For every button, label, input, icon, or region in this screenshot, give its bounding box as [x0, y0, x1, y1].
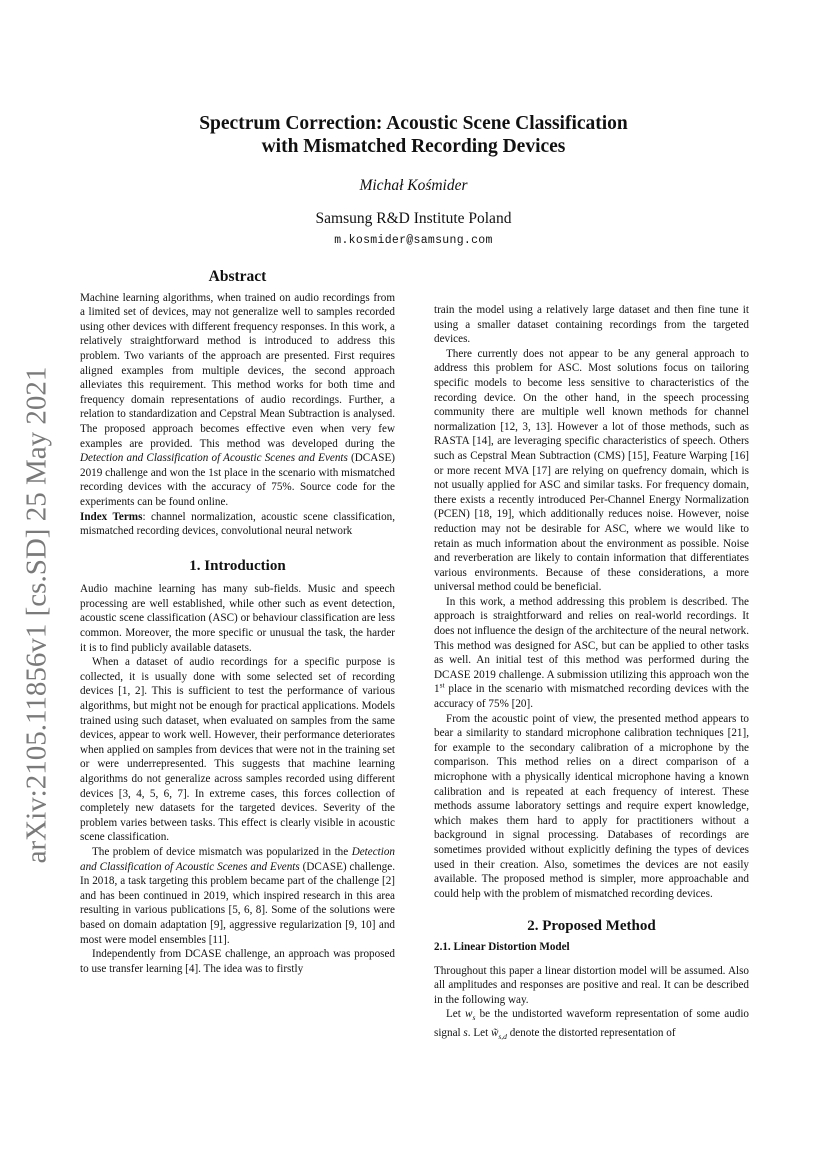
- right-paragraph-3: In this work, a method addressing this problem is described. The approach is straightforward and relies on real-world recordings. It does not influence the design of the architecture of the neural network. This method was designed for ASC, but can be applied to other tasks as well. An initial test of this method was performed during the DCASE 2019 challenge. A submission utilizing this approach won the 1st place in the scenario with mismatched recording devices with the accuracy of 75% [20].: [434, 595, 749, 711]
- paper-title: [0, 112, 827, 158]
- intro-paragraph-1: Audio machine learning has many sub-fields. Music and speech processing are well established, while other such as event detection, acoustic scene classification (ASC) or behaviour classification are less common. Moreover, the more specific or unusual the task, the harder it is to find publicly available datasets.: [80, 583, 395, 654]
- index-terms: Index Terms: channel normalization, acoustic scene classification, mismatched recording devices, convolutional neural network: [80, 510, 395, 538]
- abstract-text: Machine learning algorithms, when trained on audio recordings from a limited set of devices, may not generalize well to samples recorded using other devices with different frequency responses. In this work, a relatively straightforward method is introduced to address this problem. Two variants of the approach are presented. First requires aligned examples from multiple devices, the second approach alleviates this requirement. This method works for both time and frequency domain representations of audio recordings. Further, a relation to standardization and Cepstral Mean Subtraction is analysed. The proposed approach becomes effective even when very few examples are provided. This method was developed during the Detection and Classification of Acoustic Scenes and Events (DCASE) 2019 challenge and won the 1st place in the scenario with mismatched recording devices with the accuracy of 75%. Source code for the experiments can be found online.: [80, 291, 395, 508]
- author-email: m.kosmider@samsung.com: [334, 234, 493, 247]
- intro-paragraph-4: Independently from DCASE challenge, an approach was proposed to use transfer learning [4]. The idea was to firstly: [80, 948, 395, 975]
- institution: Samsung R&D Institute Poland: [315, 210, 512, 227]
- left-column: [80, 270, 395, 976]
- author-name: Michał Kośmider: [359, 177, 468, 194]
- right-column: [434, 303, 749, 1045]
- intro-heading: 1. Introduction: [189, 557, 286, 574]
- right-paragraph-4: From the acoustic point of view, the presented method appears to bear a similarity to standard microphone calibration techniques [21], for example to the secondary calibration of a microphone by the comparison. This method relies on a direct comparison of a microphone with a physically identical microphone having a known calibration and is repeated at each frequency of interest. These methods assume laboratory settings and require expert knowledge, which makes them hard to apply for practitioners without a background in signal processing. Databases of recordings are sometimes provided without explicitly defining the types of devices used in their creation. Also, sometimes the devices are not easily available. The proposed method is simpler, more approachable and could help with the problem of mismatched recording devices.: [434, 712, 749, 900]
- right-paragraph-6: Let $w_s$ be the undistorted waveform representation of some audio signal s. Let $w̃_{s,d}$ denote the distorted representation of: [434, 1008, 749, 1042]
- title-line-1: Spectrum Correction: Acoustic Scene Classification: [199, 113, 628, 134]
- arxiv-id: arXiv:2105.11856v1 [cs.SD] 25 May 2021: [20, 366, 53, 863]
- right-paragraph-1: train the model using a relatively large dataset and then fine tune it using a smaller dataset containing recordings from the targeted devices.: [434, 304, 749, 346]
- right-paragraph-2: There currently does not appear to be any general approach to address this problem for ASC. Most solutions focus on tailoring specific models to become less sensitive to characteristics of the recording device. On the other hand, in the speech processing community there are multiple well known methods for channel normalization [12, 3, 13]. However a lot of those methods, such as RASTA [14], are leveraging specific characteristics of speech. Others such as Cepstral Mean Subtraction (CMS) [15], Feature Warping [16] or more recent MVA [17] are relying on quefrency domain, which is not usually applied for ASC and similar tasks. For frequency domain, there exists a recently introduced Per-Channel Energy Normalization (PCEN) [18, 19], which additionally reduces noise. However, noise reduction may not be desirable for ASC, where we would like to retain as much information about the environment as possible. Noise and reverberation are likely to contain information that differentiates various environments. Because of these considerations, a more universal method could be beneficial.: [434, 347, 749, 594]
- subsection-heading: 2.1. Linear Distortion Model: [434, 940, 570, 953]
- method-heading: 2. Proposed Method: [527, 918, 656, 935]
- intro-paragraph-2: When a dataset of audio recordings for a specific purpose is collected, it is usually done with some selected set of recording devices [1, 2]. This is sufficient to test the performance of various algorithms, but might not be enough for practical applications. Models trained using such dataset, when evaluated on samples from the same devices, appear to work well. However, their performance deteriorates when applied on samples from devices that were not in the training set or were underrepresented. This suggests that machine learning algorithms do not generalize across samples recorded using different devices [3, 4, 5, 6, 7]. In extreme cases, this forces collection of completely new datasets for the targeted devices. Severity of the problem varies between tasks. This effect is clearly visible in acoustic scene classification.: [80, 656, 395, 844]
- arxiv-sidebar: [17, 352, 57, 877]
- right-paragraph-5: Throughout this paper a linear distortion model will be assumed. Also all amplitudes and responses are positive and real. It can be described in the following way.: [434, 964, 749, 1006]
- abstract-heading: Abstract: [208, 268, 267, 285]
- title-line-2: with Mismatched Recording Devices: [261, 136, 566, 157]
- intro-paragraph-3: The problem of device mismatch was popularized in the Detection and Classification of Acoustic Scenes and Events (DCASE) challenge. In 2018, a task targeting this problem became part of the challenge [2] and has been continued in 2019, which inspired research in this area resulting in various publications [5, 6, 8]. Some of the solutions were based on domain adaptation [9], aggressive regularization [9, 10] and most were model ensembles [11].: [80, 845, 395, 946]
